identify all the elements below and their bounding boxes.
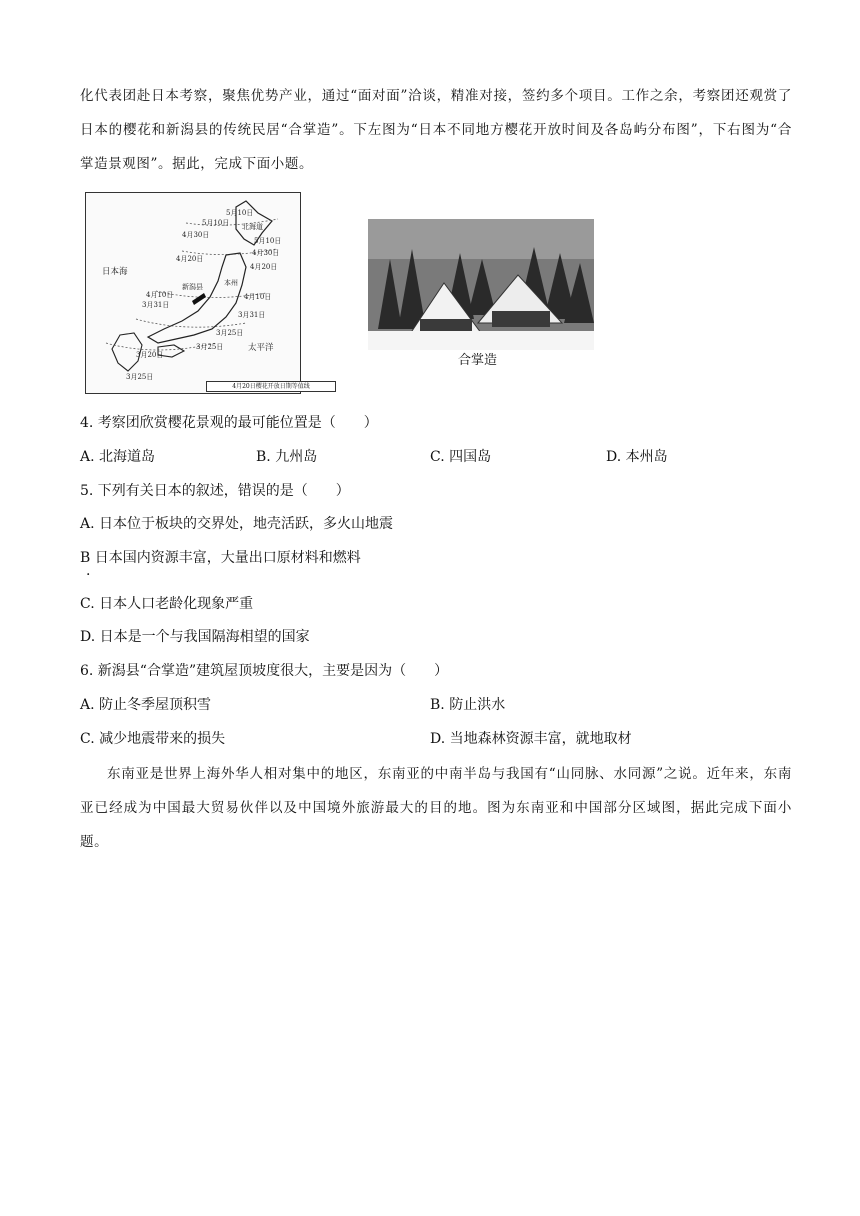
japan-cherry-blossom-map bbox=[85, 192, 310, 394]
date-label: 3月31日 bbox=[142, 301, 170, 309]
q6-option-b: B. 防止洪水 bbox=[430, 697, 506, 713]
option-b-dot-mark: · bbox=[86, 567, 91, 583]
q4-option-a: A. 北海道岛 bbox=[80, 449, 156, 465]
date-label: 4月10日 bbox=[146, 291, 174, 299]
date-label: 4月20日 bbox=[176, 255, 204, 263]
q4-option-d: D. 本州岛 bbox=[606, 449, 668, 465]
date-label: 3月25日 bbox=[196, 343, 224, 351]
region-label-honshu: 本州 bbox=[224, 279, 238, 287]
gassho-zukuri-photo bbox=[368, 219, 594, 350]
q5-option-d: D. 日本是一个与我国隔海相望的国家 bbox=[80, 629, 310, 645]
photo-caption: 合掌造 bbox=[458, 353, 498, 368]
q4-option-b: B. 九州岛 bbox=[256, 449, 318, 465]
date-label: 4月30日 bbox=[182, 231, 210, 239]
q6-option-c: C. 减少地震带来的损失 bbox=[80, 731, 226, 747]
q5-option-a: A. 日本位于板块的交界处，地壳活跃，多火山地震 bbox=[80, 516, 394, 532]
gassho-scene-drawing bbox=[368, 219, 594, 350]
date-label: 3月25日 bbox=[126, 373, 154, 381]
question-4-stem: 4. 考察团欣赏樱花景观的最可能位置是（ ） bbox=[80, 415, 378, 431]
southeast-asia-paragraph: 东南亚是世界上海外华人相对集中的地区，东南亚的中南半岛与我国有“山同脉、水同源”之说。近年来，东南亚已经成为中国最大贸易伙伴以及中国境外旅游最大的目的地。图为东南亚和中国部分区域图，据此完成下面小题。 bbox=[80, 766, 792, 850]
intro-paragraph: 化代表团赴日本考察，聚焦优势产业，通过“面对面”洽谈，精准对接，签约多个项目。工作之余，考察团还观赏了日本的樱花和新潟县的传统民居“合掌造”。下左图为“日本不同地方樱花开放时间及各岛屿分布图”，下右图为“合掌造景观图”。据此，完成下面小题。 bbox=[80, 88, 792, 172]
q5-option-b: B 日本国内资源丰富，大量出口原材料和燃料 bbox=[80, 550, 361, 566]
question-5-stem: 5. 下列有关日本的叙述，错误的是（ ） bbox=[80, 483, 350, 499]
map-legend: 4月20日樱花开放日期等值线 bbox=[206, 381, 336, 392]
q4-option-c: C. 四国岛 bbox=[430, 449, 492, 465]
sea-label-pacific: 太平洋 bbox=[248, 343, 274, 353]
region-label-niigata: 新潟县 bbox=[182, 283, 203, 291]
sea-label-japan: 日本海 bbox=[102, 267, 128, 277]
q6-option-d: D. 当地森林资源丰富，就地取材 bbox=[430, 731, 632, 747]
date-label: 4月10日 bbox=[244, 293, 272, 301]
q5-option-c: C. 日本人口老龄化现象严重 bbox=[80, 596, 254, 612]
date-label: 3月20日 bbox=[136, 351, 164, 359]
date-label: 3月31日 bbox=[238, 311, 266, 319]
date-label: 3月25日 bbox=[216, 329, 244, 337]
q6-option-a: A. 防止冬季屋顶积雪 bbox=[80, 697, 212, 713]
date-label: 5月10日 bbox=[254, 237, 282, 245]
date-label: 5月10日 bbox=[202, 219, 230, 227]
question-6-stem: 6. 新潟县“合掌造”建筑屋顶坡度很大，主要是因为（ ） bbox=[80, 663, 449, 679]
date-label: 4月20日 bbox=[250, 263, 278, 271]
date-label: 5月10日 bbox=[226, 209, 254, 217]
region-label-hokkaido: 北海道 bbox=[242, 223, 263, 231]
date-label: 4月30日 bbox=[252, 249, 280, 257]
